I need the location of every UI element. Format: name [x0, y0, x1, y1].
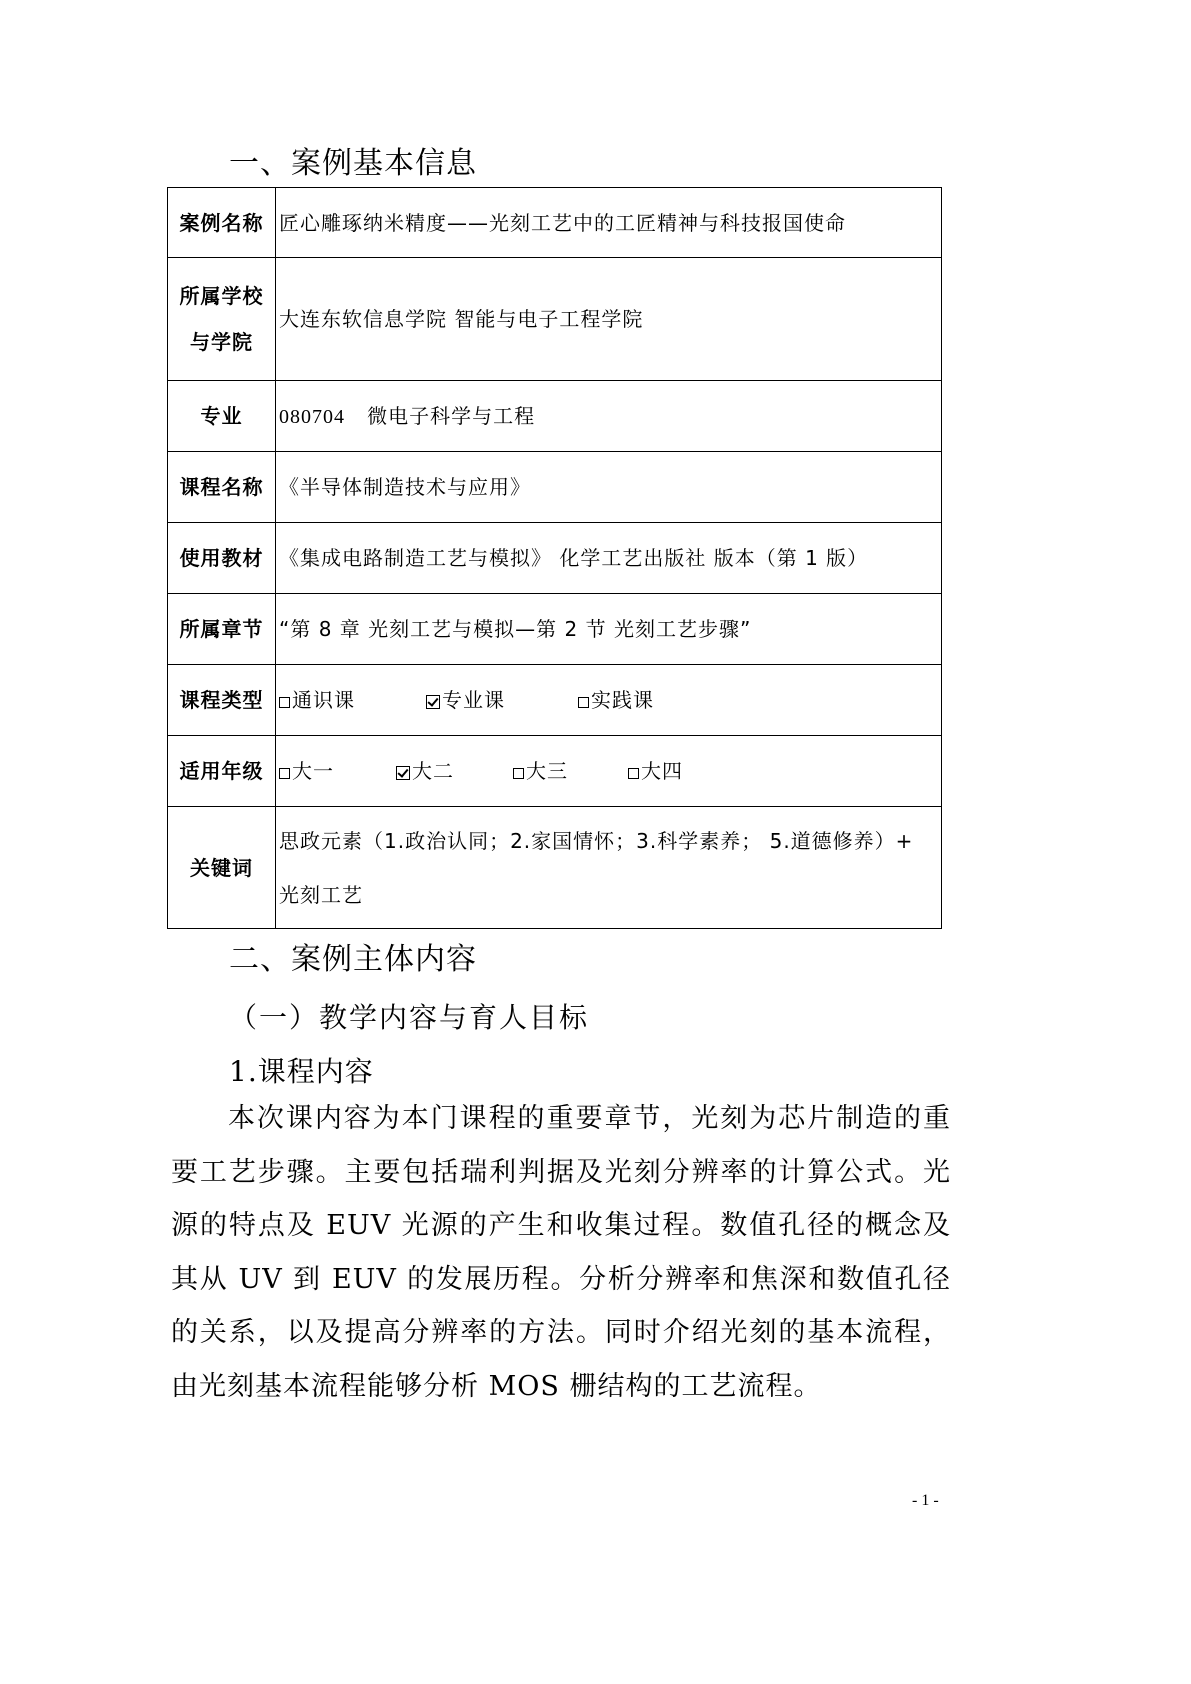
section-title: 二、案例主体内容 — [229, 942, 477, 977]
option-label: 实践课 — [591, 688, 654, 712]
grade-options — [276, 736, 942, 807]
checkbox-checked-icon — [396, 766, 410, 780]
checkbox-checked-icon — [426, 695, 440, 709]
option-label: 大四 — [641, 759, 683, 783]
row-label-line: 与学院 — [190, 330, 253, 354]
page-number: - 1 - — [912, 1492, 939, 1509]
major-name: 微电子科学与工程 — [367, 403, 536, 428]
row-label: 所属章节 — [168, 594, 276, 665]
keywords-value — [276, 807, 942, 929]
paragraph-text: 本次课内容为本门课程的重要章节，光刻为芯片制造的重要工艺步骤。主要包括瑞利判据及光刻分辨率的计算公式。光源的特点及 EUV 光源的产生和收集过程。数值孔径的概念及其从 UV 到 EUV 的发展历程。分析分辨率和焦深和数值孔径的关系，以及提高分辨率的方法。同时介绍光刻的基本流程，由光刻基本流程能够分析 MOS 栅结构的工艺流程。 — [171, 1103, 951, 1402]
option-label: 通识课 — [292, 688, 355, 712]
row-label: 使用教材 — [168, 523, 276, 594]
row-label — [168, 258, 276, 381]
row-label: 关键词 — [168, 807, 276, 929]
table-row — [168, 736, 942, 807]
grade-option[interactable] — [396, 755, 513, 787]
table-row — [168, 188, 942, 258]
keywords-line: 光刻工艺 — [279, 882, 363, 907]
table-row — [168, 452, 942, 523]
option-label: 大二 — [412, 759, 454, 783]
section-title: 一、案例基本信息 — [229, 146, 477, 181]
row-label: 案例名称 — [168, 188, 276, 258]
course-type-option[interactable] — [578, 684, 654, 716]
school-value: 大连东软信息学院 智能与电子工程学院 — [276, 258, 942, 381]
row-label: 课程类型 — [168, 665, 276, 736]
course-type-option[interactable] — [279, 684, 426, 716]
grade-option[interactable] — [279, 755, 396, 787]
option-label: 专业课 — [442, 688, 505, 712]
case-name-value: 匠心雕琢纳米精度——光刻工艺中的工匠精神与科技报国使命 — [276, 188, 942, 258]
checkbox-unchecked-icon — [513, 768, 524, 779]
checkbox-unchecked-icon — [628, 768, 639, 779]
row-label-line: 所属学校 — [179, 284, 264, 308]
table-row — [168, 665, 942, 736]
option-label: 大三 — [526, 759, 568, 783]
option-label: 大一 — [292, 759, 334, 783]
chapter-value: “第 8 章 光刻工艺与模拟—第 2 节 光刻工艺步骤” — [276, 594, 942, 665]
grade-option[interactable] — [513, 755, 628, 787]
course-type-options — [276, 665, 942, 736]
course-type-option[interactable] — [426, 684, 578, 716]
keywords-line: 思政元素（1.政治认同；2.家国情怀；3.科学素养； 5.道德修养）+ — [279, 828, 914, 853]
major-value — [276, 381, 942, 452]
table-row — [168, 258, 942, 381]
checkbox-unchecked-icon — [279, 768, 290, 779]
row-label: 适用年级 — [168, 736, 276, 807]
table-row — [168, 381, 942, 452]
table-row — [168, 523, 942, 594]
grade-option[interactable] — [628, 755, 683, 787]
checkbox-unchecked-icon — [578, 697, 589, 708]
subsection-title: （一）教学内容与育人目标 — [229, 1001, 590, 1034]
major-code: 080704 — [279, 405, 345, 428]
body-paragraph — [171, 1092, 951, 1413]
checkbox-unchecked-icon — [279, 697, 290, 708]
case-info-table — [167, 187, 942, 929]
course-name-value: 《半导体制造技术与应用》 — [276, 452, 942, 523]
table-row — [168, 807, 942, 929]
row-label: 专业 — [168, 381, 276, 452]
subsection-heading: 1.课程内容 — [229, 1055, 374, 1088]
textbook-value: 《集成电路制造工艺与模拟》 化学工艺出版社 版本（第 1 版） — [276, 523, 942, 594]
row-label: 课程名称 — [168, 452, 276, 523]
table-row — [168, 594, 942, 665]
